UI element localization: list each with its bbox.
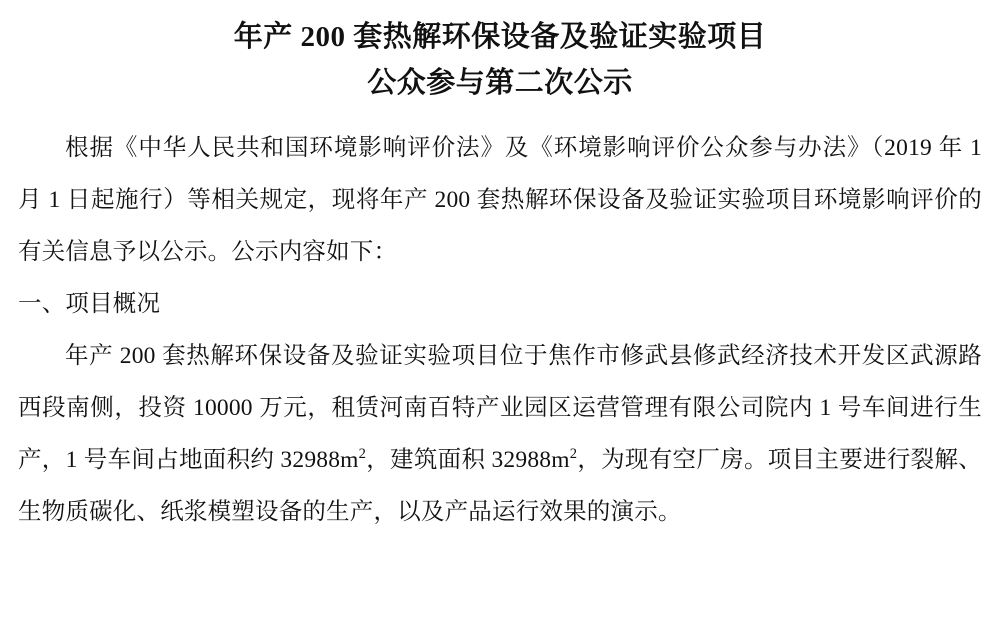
page-title xyxy=(18,14,982,106)
paragraph-project-overview xyxy=(18,330,982,538)
page-title-line-2: 公众参与第二次公示 xyxy=(367,67,633,99)
page-title-line-1: 年产 200 套热解环保设备及验证实验项目 xyxy=(233,21,767,53)
paragraph-project-overview-part-1: 年产 200 套热解环保设备及验证实验项目位于焦作市修武县修武经济技术开发区武源路西段南侧，投资 10000 万元，租赁河南百特产业园区运营管理有限公司院内 1 号车间进行生产，1 号车间占地面积约 32988m xyxy=(18,343,982,473)
superscript-square-2: 2 xyxy=(569,446,578,463)
paragraph-project-overview-part-2: ，建筑面积 32988m xyxy=(366,447,570,473)
superscript-square-1: 2 xyxy=(358,446,367,463)
section-heading-project-overview: 一、项目概况 xyxy=(18,291,161,317)
paragraph-project-overview-part-3: ，为现有空厂房。项目主要进行裂解、生物质碳化、纸浆模塑设备的生产，以及产品运行效果的演示。 xyxy=(18,447,982,525)
document-body xyxy=(18,122,982,538)
paragraph-legal-basis: 根据《中华人民共和国环境影响评价法》及《环境影响评价公众参与办法》（2019 年 1 月 1 日起施行）等相关规定，现将年产 200 套热解环保设备及验证实验项目环境影响评价的有关信息予以公示。公示内容如下： xyxy=(18,135,982,265)
